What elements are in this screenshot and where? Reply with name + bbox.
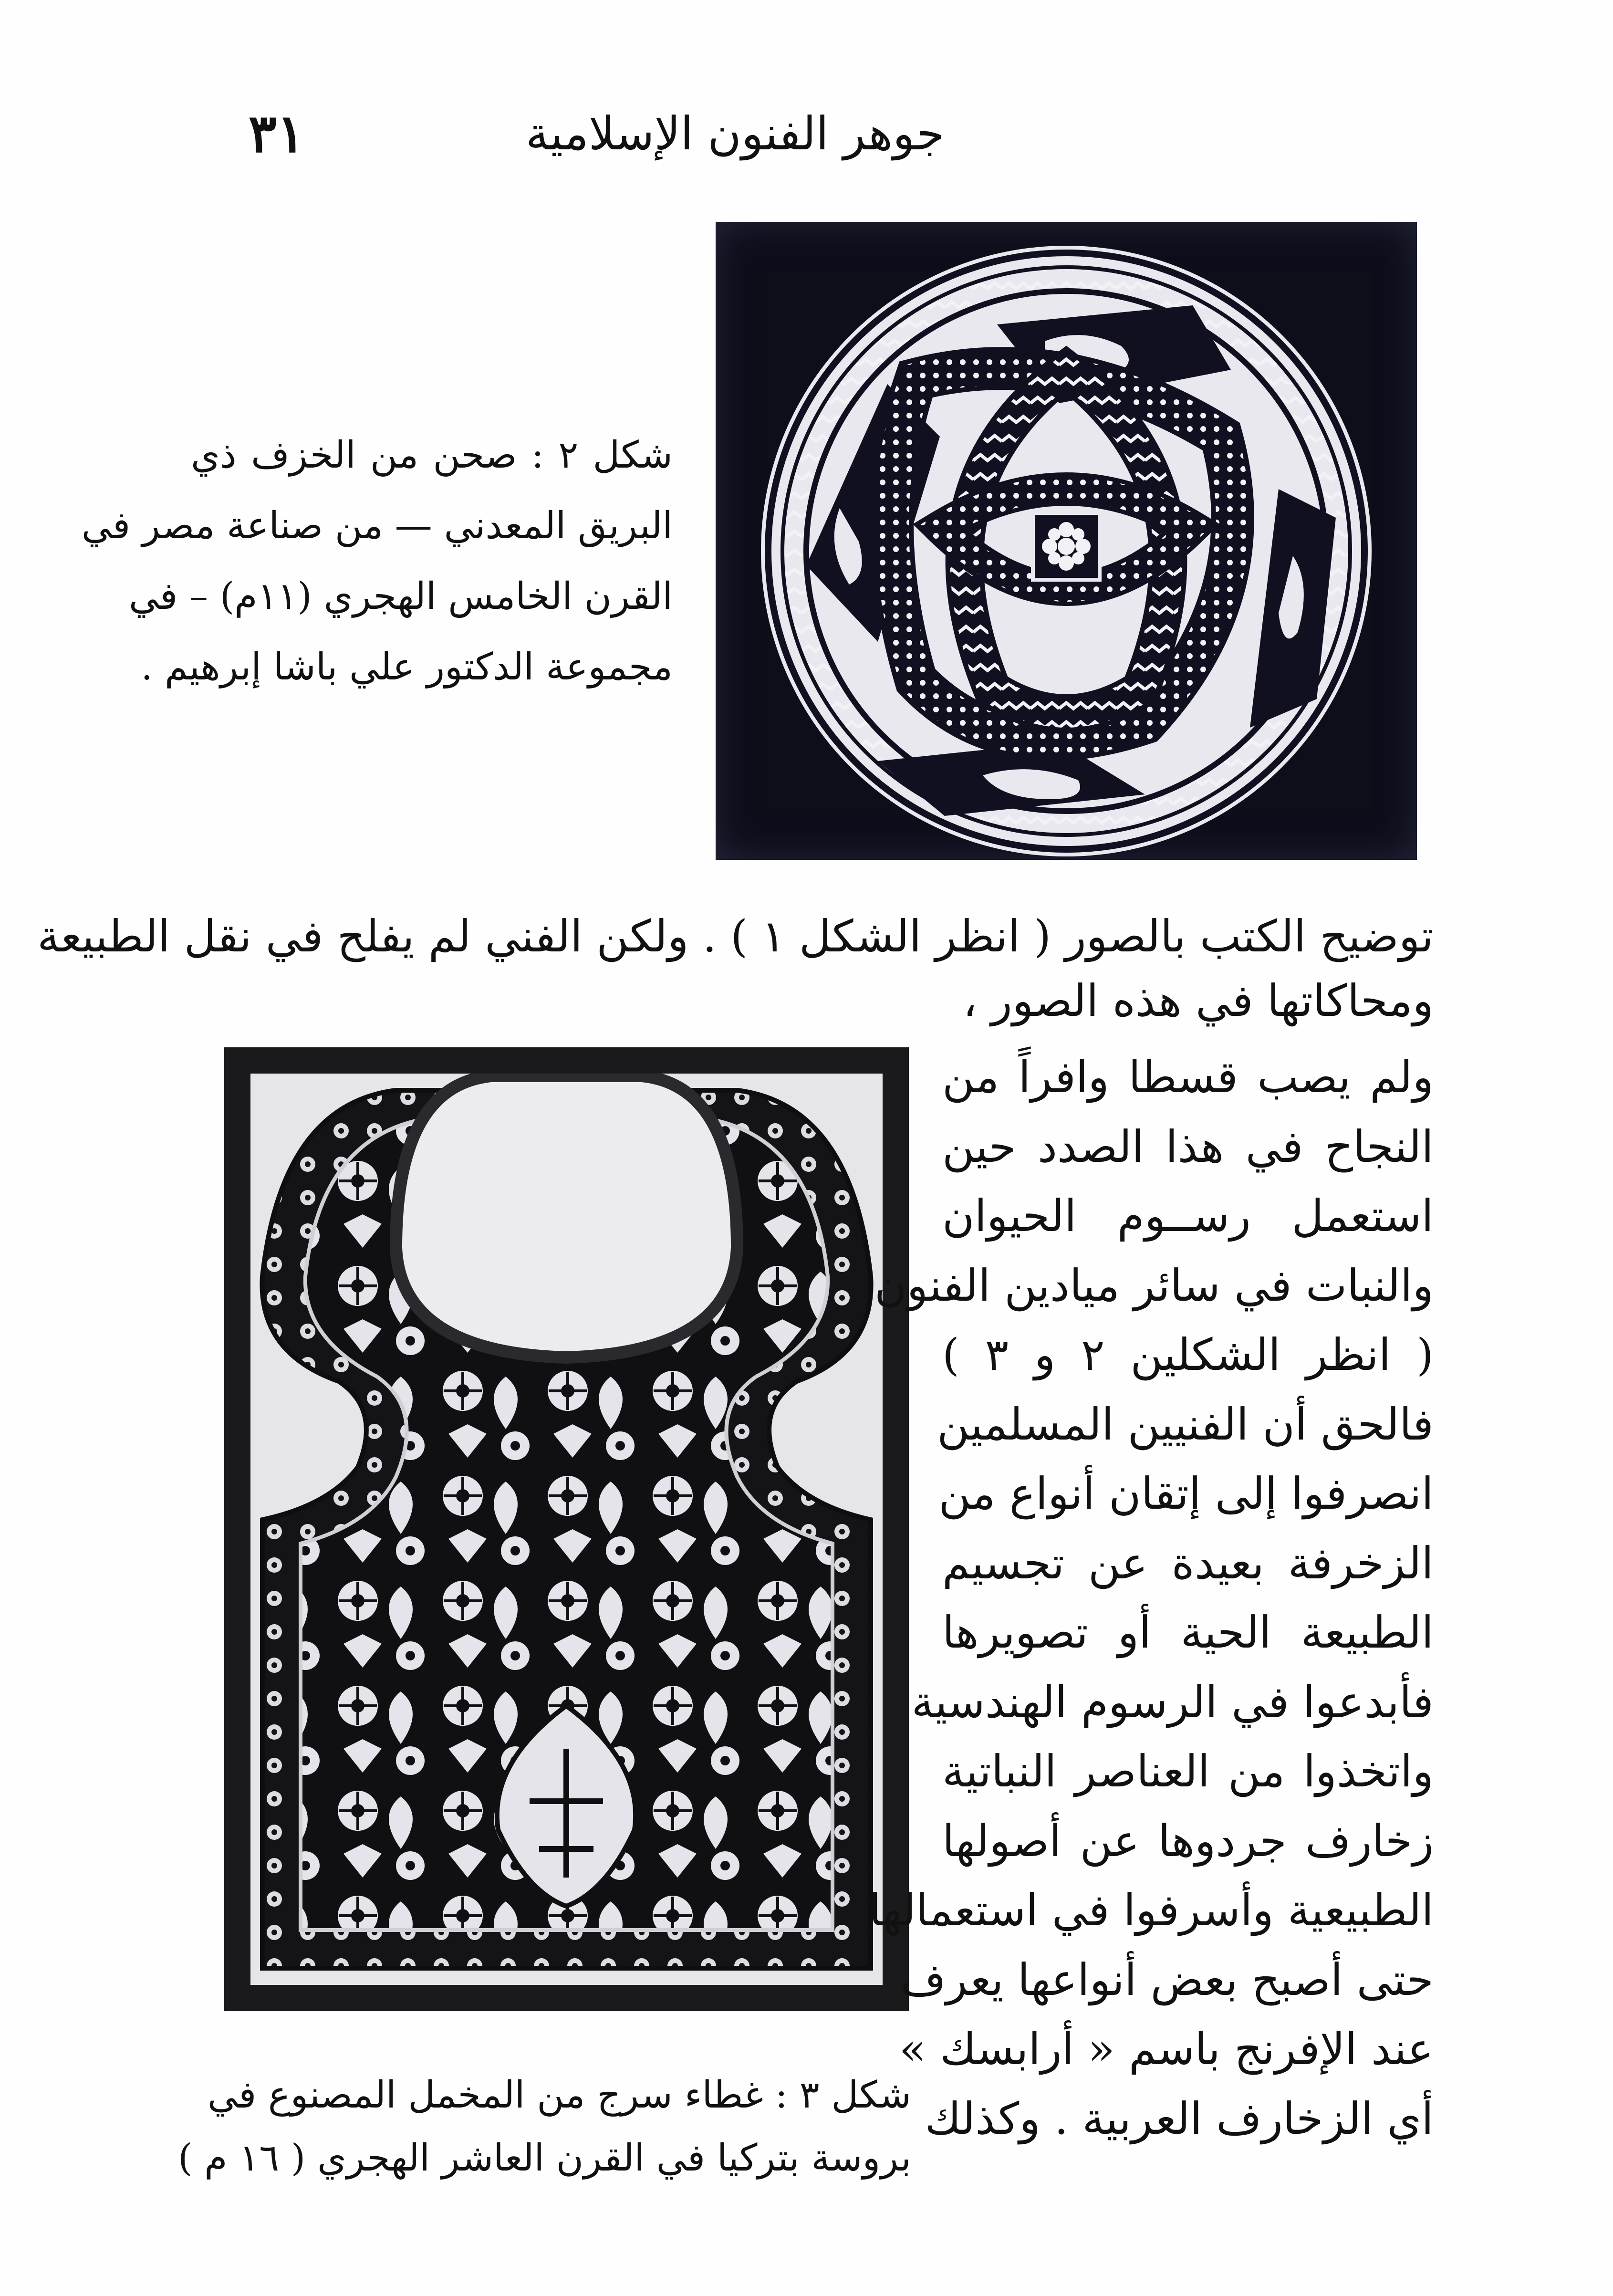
body-line: زخارف جردوها عن أصولها bbox=[942, 1815, 1434, 1867]
body-line: ولم يصب قسطا وافراً من bbox=[942, 1052, 1434, 1103]
body-text-column bbox=[869, 1043, 1434, 2153]
body-text-full-width bbox=[37, 904, 1434, 1033]
body-line: النجاح في هذا الصدد حين bbox=[942, 1121, 1434, 1172]
body-line: حتى أصبح بعض أنواعها يعرف bbox=[900, 1954, 1434, 2005]
figure-3-image bbox=[224, 1047, 909, 2011]
body-line: فالحق أن الفنيين المسلمين bbox=[937, 1398, 1434, 1450]
body-line: الطبيعية وأسرفوا في استعمالها bbox=[869, 1885, 1434, 1936]
caption-line: البريق المعدني — من صناعة مصر في bbox=[81, 504, 673, 547]
figure-3-caption bbox=[178, 2064, 911, 2190]
lustre-bowl-illustration-icon bbox=[716, 222, 1417, 860]
page-number: ٣١ bbox=[248, 103, 305, 164]
body-line: عند الإفرنج باسم « أرابسك » bbox=[899, 2024, 1434, 2075]
saddle-cover-illustration-icon bbox=[224, 1047, 909, 2011]
body-line: واتخذوا من العناصر النباتية bbox=[942, 1746, 1434, 1797]
figure-2-image bbox=[716, 222, 1417, 860]
body-line: ( انظر الشكلين ٢ و ٣ ) bbox=[942, 1329, 1434, 1380]
body-line: فأبدعوا في الرسوم الهندسية bbox=[911, 1676, 1434, 1728]
body-line: انصرفوا إلى إتقان أنواع من bbox=[938, 1468, 1434, 1519]
figure-2-caption bbox=[81, 420, 673, 702]
caption-line: القرن الخامس الهجري (١١م) – في bbox=[128, 575, 673, 618]
body-line: أي الزخارف العربية . وكذلك bbox=[925, 2093, 1434, 2144]
running-title: جوهر الفنون الإسلامية bbox=[525, 107, 945, 160]
body-line: الطبيعة الحية أو تصويرها bbox=[942, 1607, 1434, 1658]
caption-line: بروسة بتركيا في القرن العاشر الهجري ( ١٦ م ) bbox=[178, 2137, 911, 2180]
caption-line: مجموعة الدكتور علي باشا إبرهيم . bbox=[141, 646, 673, 689]
body-line: الزخرفة بعيدة عن تجسيم bbox=[942, 1537, 1434, 1589]
caption-line: شكل ٣ : غطاء سرج من المخمل المصنوع في bbox=[207, 2074, 911, 2117]
body-line: والنبات في سائر ميادين الفنون bbox=[874, 1260, 1434, 1311]
body-line: ومحاكاتها في هذه الصور ، bbox=[963, 975, 1434, 1026]
caption-line: شكل ٢ : صحن من الخزف ذي bbox=[191, 434, 673, 477]
body-line: توضيح الكتب بالصور ( انظر الشكل ١ ) . ولكن الفني لم يفلح في نقل الطبيعة bbox=[37, 911, 1434, 962]
body-line: استعمل رســوم الحيوان bbox=[942, 1190, 1434, 1242]
